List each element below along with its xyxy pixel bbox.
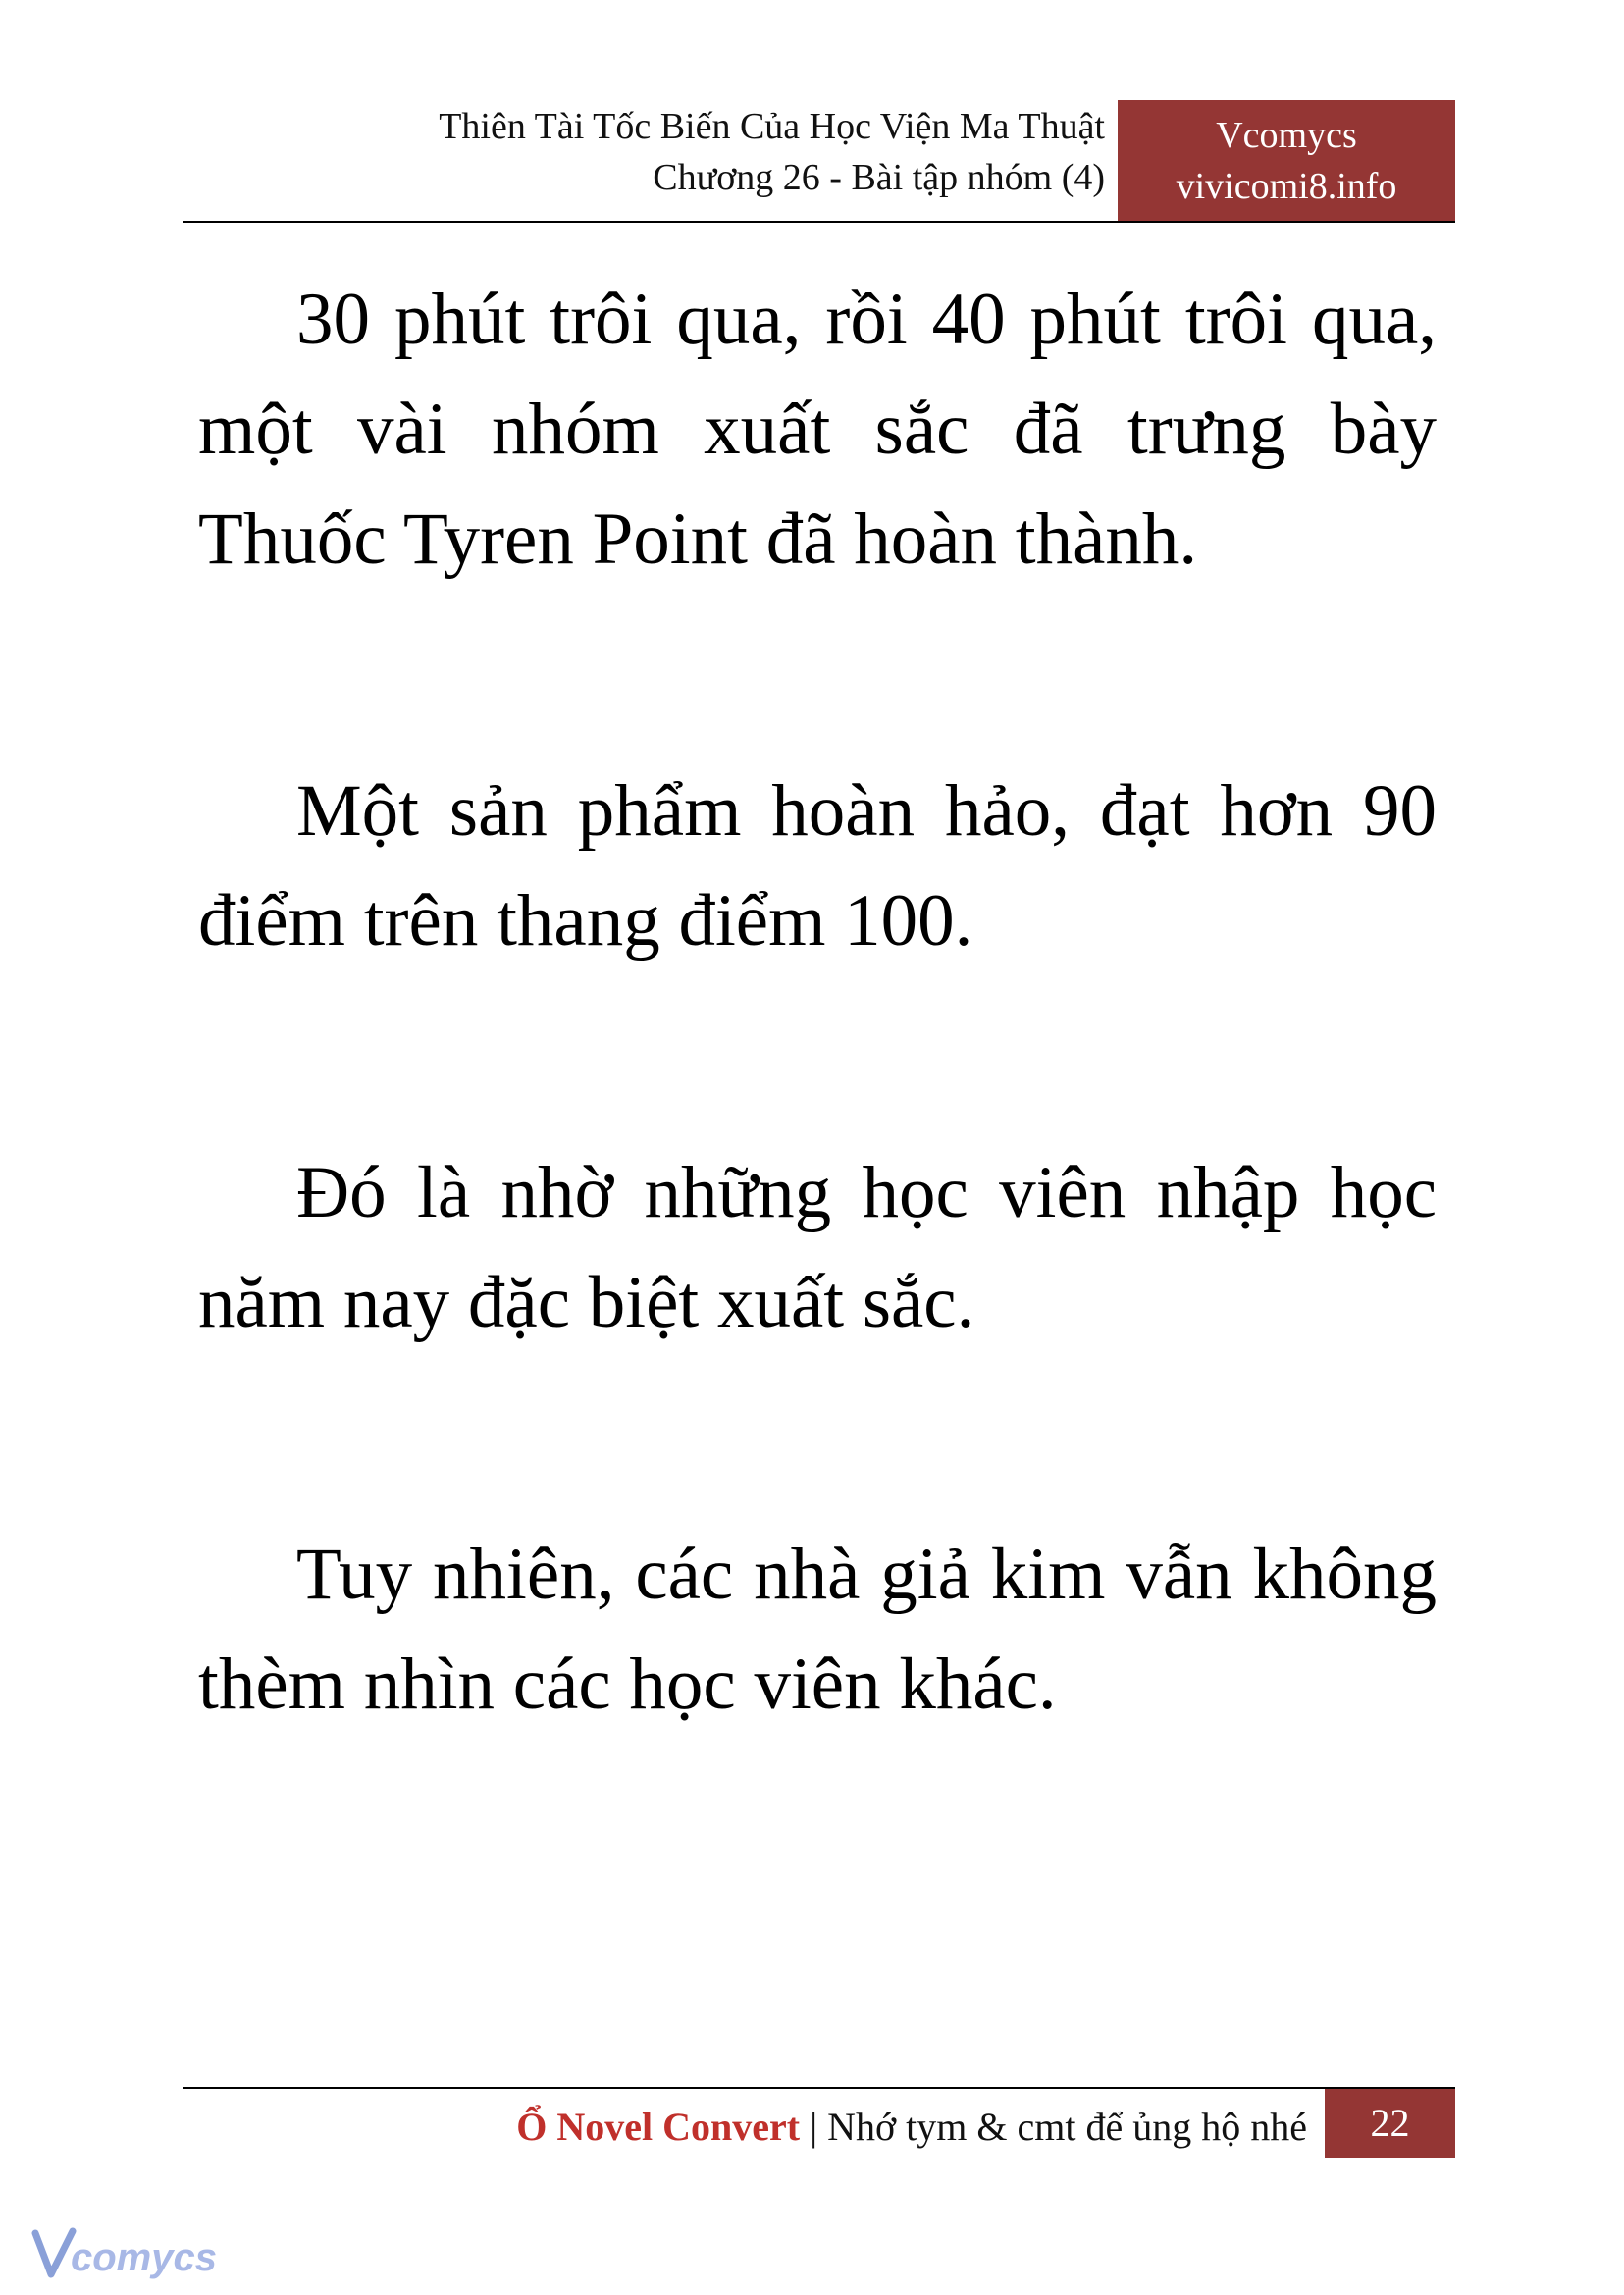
header-titles [183, 101, 1105, 203]
header-divider [183, 221, 1455, 223]
chapter-body [198, 265, 1437, 1902]
site-badge [1118, 100, 1455, 222]
site-name: Vcomycs [1216, 115, 1357, 156]
vcomycs-logo-mark [29, 2225, 255, 2286]
svg-text:comycs: comycs [71, 2236, 217, 2279]
footer-divider [183, 2087, 1455, 2089]
footer-credit [183, 2100, 1307, 2155]
paragraph: Tuy nhiên, các nhà giả kim vẫn không thèm nhìn các học viên khác. [198, 1534, 1437, 1725]
footer-separator: | [810, 2105, 818, 2149]
footer-message: Nhớ tym & cmt để ủng hộ nhé [827, 2105, 1307, 2149]
vcomycs-logo [29, 2225, 255, 2291]
book-title: Thiên Tài Tốc Biến Của Học Viện Ma Thuật [439, 106, 1105, 147]
paragraph: Đó là nhờ những học viên nhập học năm nay đặc biệt xuất sắc. [198, 1152, 1437, 1343]
footer-brand: Ổ Novel Convert [516, 2105, 801, 2149]
site-url: vivicomi8.info [1176, 166, 1397, 207]
paragraph: Một sản phẩm hoàn hảo, đạt hơn 90 điểm trên thang điểm 100. [198, 770, 1437, 962]
page-number: 22 [1325, 2089, 1455, 2158]
chapter-title: Chương 26 - Bài tập nhóm (4) [653, 157, 1105, 198]
paragraph: 30 phút trôi qua, rồi 40 phút trôi qua, một vài nhóm xuất sắc đã trưng bày Thuốc Tyren Point đã hoàn thành. [198, 279, 1437, 580]
